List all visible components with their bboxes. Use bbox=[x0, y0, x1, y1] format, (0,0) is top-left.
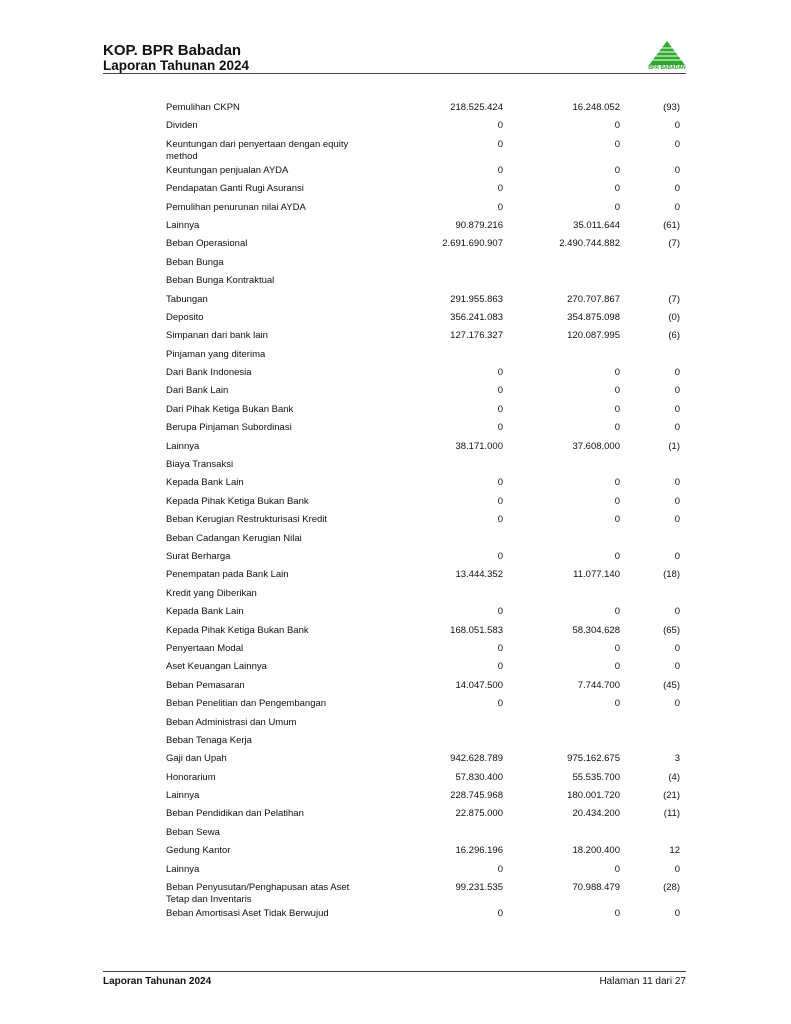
footer-report-title: Laporan Tahunan 2024 bbox=[103, 976, 212, 987]
value-2023: 0 bbox=[614, 120, 620, 132]
value-2023: 37.608.000 bbox=[572, 440, 620, 452]
value-2023: 11.077.140 bbox=[573, 569, 620, 581]
row-label: Kepada Pihak Ketiga Bukan Bank bbox=[166, 495, 309, 507]
table-row bbox=[166, 220, 686, 238]
value-change-pct: 0 bbox=[674, 120, 680, 132]
table-row bbox=[166, 120, 686, 138]
value-2023: 58.304.628 bbox=[572, 624, 620, 636]
value-2024: 14.047.500 bbox=[455, 679, 503, 691]
value-2024: 0 bbox=[497, 164, 503, 176]
footer-divider bbox=[103, 971, 686, 972]
table-row bbox=[166, 827, 686, 845]
value-change-pct: 0 bbox=[674, 495, 680, 507]
row-label: Gaji dan Upah bbox=[166, 753, 227, 765]
value-change-pct: (61) bbox=[663, 219, 680, 231]
table-row bbox=[166, 202, 686, 220]
value-2024: 0 bbox=[497, 403, 503, 415]
row-label: Berupa Pinjaman Subordinasi bbox=[166, 422, 292, 434]
value-2023: 0 bbox=[614, 164, 620, 176]
value-2023: 0 bbox=[614, 606, 620, 618]
value-change-pct: (4) bbox=[668, 771, 680, 783]
value-change-pct: (1) bbox=[668, 440, 680, 452]
row-label: Beban Penyusutan/Penghapusan atas Aset Tetap dan Inventaris bbox=[166, 882, 350, 906]
value-2024: 356.241.083 bbox=[450, 311, 503, 323]
value-2023: 0 bbox=[614, 698, 620, 710]
row-label: Pemulihan CKPN bbox=[166, 102, 240, 113]
row-label: Gedung Kantor bbox=[166, 845, 231, 857]
value-2023: 7.744.700 bbox=[577, 679, 620, 691]
row-label: Lainnya bbox=[166, 790, 200, 802]
report-title: Laporan Tahunan 2024 bbox=[103, 58, 250, 73]
row-label: Beban Operasional bbox=[166, 238, 248, 250]
value-change-pct: 0 bbox=[674, 422, 680, 434]
table-row bbox=[166, 422, 686, 440]
value-change-pct: (65) bbox=[663, 624, 680, 636]
value-2023: 120.087.995 bbox=[567, 330, 620, 342]
row-label: Lainnya bbox=[166, 219, 200, 231]
row-label: Beban Penelitian dan Pengembangan bbox=[166, 698, 327, 710]
row-label: Beban Kerugian Restrukturisasi Kredit bbox=[166, 514, 328, 526]
table-row bbox=[166, 514, 686, 532]
logo-text: BPR BABADAN bbox=[648, 65, 686, 71]
value-change-pct: (18) bbox=[663, 569, 680, 581]
value-2023: 354.875.098 bbox=[567, 311, 620, 323]
table-row bbox=[166, 238, 686, 256]
page-number: Halaman 11 dari 27 bbox=[599, 976, 686, 987]
table-row bbox=[166, 643, 686, 661]
table-row bbox=[166, 496, 686, 514]
value-2023: 0 bbox=[614, 661, 620, 673]
row-label: Keuntungan penjualan AYDA bbox=[166, 164, 289, 176]
value-2023: 0 bbox=[614, 385, 620, 397]
row-label: Lainnya bbox=[166, 440, 200, 452]
table-row bbox=[166, 385, 686, 403]
value-change-pct: 0 bbox=[674, 698, 680, 710]
value-change-pct: 0 bbox=[674, 514, 680, 526]
value-change-pct: (7) bbox=[668, 238, 680, 250]
row-label: Kepada Pihak Ketiga Bukan Bank bbox=[166, 624, 309, 636]
value-2024: 0 bbox=[497, 138, 503, 150]
row-label: Beban Pemasaran bbox=[166, 679, 245, 691]
value-change-pct: 0 bbox=[674, 183, 680, 195]
table-row bbox=[166, 257, 686, 275]
value-2023: 0 bbox=[614, 908, 620, 920]
row-label: Honorarium bbox=[166, 771, 216, 783]
value-2024: 0 bbox=[497, 183, 503, 195]
row-label: Penempatan pada Bank Lain bbox=[166, 569, 289, 581]
value-change-pct: 0 bbox=[674, 642, 680, 654]
table-row bbox=[166, 790, 686, 808]
table-row bbox=[166, 349, 686, 367]
table-row bbox=[166, 606, 686, 624]
row-label: Beban Bunga Kontraktual bbox=[166, 275, 275, 287]
value-2023: 35.011.644 bbox=[573, 219, 620, 231]
row-label: Tabungan bbox=[166, 293, 208, 305]
table-row bbox=[166, 533, 686, 551]
row-label: Beban Cadangan Kerugian Nilai bbox=[166, 532, 302, 544]
value-change-pct: (0) bbox=[668, 311, 680, 323]
value-2024: 0 bbox=[497, 863, 503, 875]
value-2024: 0 bbox=[497, 642, 503, 654]
table-row bbox=[166, 367, 686, 385]
value-2024: 218.525.424 bbox=[450, 102, 503, 113]
value-2024: 0 bbox=[497, 120, 503, 132]
value-change-pct: 0 bbox=[674, 863, 680, 875]
table-row bbox=[166, 864, 686, 882]
table-row bbox=[166, 882, 686, 908]
value-2023: 20.434.200 bbox=[572, 808, 620, 820]
value-2023: 180.001.720 bbox=[567, 790, 620, 802]
value-2023: 0 bbox=[614, 367, 620, 379]
value-2023: 0 bbox=[614, 642, 620, 654]
row-label: Pemulihan penurunan nilai AYDA bbox=[166, 201, 306, 213]
table-row bbox=[166, 661, 686, 679]
table-row bbox=[166, 588, 686, 606]
row-label: Pinjaman yang diterima bbox=[166, 348, 266, 360]
value-2023: 0 bbox=[614, 514, 620, 526]
value-2023: 70.988.479 bbox=[572, 882, 620, 894]
value-change-pct: (93) bbox=[663, 102, 680, 113]
value-2024: 228.745.968 bbox=[450, 790, 503, 802]
table-row bbox=[166, 477, 686, 495]
table-row bbox=[166, 551, 686, 569]
value-change-pct: (7) bbox=[668, 293, 680, 305]
value-change-pct: 0 bbox=[674, 164, 680, 176]
value-change-pct: (21) bbox=[663, 790, 680, 802]
row-label: Deposito bbox=[166, 311, 204, 323]
value-change-pct: 0 bbox=[674, 385, 680, 397]
value-2024: 291.955.863 bbox=[450, 293, 503, 305]
row-label: Surat Berharga bbox=[166, 550, 231, 562]
financial-table bbox=[166, 102, 686, 926]
table-row bbox=[166, 680, 686, 698]
value-2023: 18.200.400 bbox=[572, 845, 620, 857]
row-label: Beban Amortisasi Aset Tidak Berwujud bbox=[166, 908, 329, 920]
row-label: Keuntungan dari penyertaan dengan equity method bbox=[166, 138, 349, 162]
value-2024: 0 bbox=[497, 422, 503, 434]
table-row bbox=[166, 294, 686, 312]
value-2024: 22.875.000 bbox=[455, 808, 503, 820]
value-change-pct: 0 bbox=[674, 367, 680, 379]
value-change-pct: 0 bbox=[674, 403, 680, 415]
table-row bbox=[166, 772, 686, 790]
table-row bbox=[166, 275, 686, 293]
value-change-pct: (6) bbox=[668, 330, 680, 342]
row-label: Kepada Bank Lain bbox=[166, 477, 244, 489]
table-row bbox=[166, 569, 686, 587]
value-change-pct: 3 bbox=[674, 753, 680, 765]
row-label: Biaya Transaksi bbox=[166, 459, 234, 471]
table-row bbox=[166, 625, 686, 643]
value-2024: 0 bbox=[497, 661, 503, 673]
table-row bbox=[166, 908, 686, 926]
value-2024: 90.879.216 bbox=[455, 219, 503, 231]
value-2023: 0 bbox=[614, 201, 620, 213]
value-change-pct: 0 bbox=[674, 550, 680, 562]
row-label: Dari Pihak Ketiga Bukan Bank bbox=[166, 403, 294, 415]
table-row bbox=[166, 165, 686, 183]
table-row bbox=[166, 139, 686, 165]
value-2023: 0 bbox=[614, 422, 620, 434]
table-row bbox=[166, 102, 686, 120]
table-row bbox=[166, 845, 686, 863]
row-label: Kepada Bank Lain bbox=[166, 606, 244, 618]
value-change-pct: 12 bbox=[669, 845, 680, 857]
value-2023: 16.248.052 bbox=[572, 102, 620, 113]
value-2024: 0 bbox=[497, 201, 503, 213]
value-change-pct: 0 bbox=[674, 201, 680, 213]
row-label: Dividen bbox=[166, 120, 198, 132]
table-row bbox=[166, 183, 686, 201]
row-label: Beban Bunga bbox=[166, 256, 224, 268]
value-2023: 0 bbox=[614, 138, 620, 150]
row-label: Kredit yang Diberikan bbox=[166, 587, 257, 599]
value-2024: 127.176.327 bbox=[450, 330, 503, 342]
value-2023: 0 bbox=[614, 550, 620, 562]
value-2024: 0 bbox=[497, 385, 503, 397]
value-2024: 942.628.789 bbox=[450, 753, 503, 765]
value-change-pct: (45) bbox=[663, 679, 680, 691]
row-label: Beban Administrasi dan Umum bbox=[166, 716, 297, 728]
table-row bbox=[166, 330, 686, 348]
row-label: Dari Bank Lain bbox=[166, 385, 229, 397]
value-change-pct: (28) bbox=[663, 882, 680, 894]
value-2023: 0 bbox=[614, 863, 620, 875]
value-2024: 16.296.196 bbox=[455, 845, 503, 857]
value-change-pct: 0 bbox=[674, 477, 680, 489]
bpr-logo bbox=[648, 40, 686, 72]
value-2023: 975.162.675 bbox=[567, 753, 620, 765]
value-2024: 99.231.535 bbox=[455, 882, 503, 894]
row-label: Beban Pendidikan dan Pelatihan bbox=[166, 808, 304, 820]
value-change-pct: 0 bbox=[674, 606, 680, 618]
value-2024: 0 bbox=[497, 908, 503, 920]
value-2024: 2.691.690.907 bbox=[442, 238, 503, 250]
value-2024: 13.444.352 bbox=[455, 569, 503, 581]
row-label: Aset Keuangan Lainnya bbox=[166, 661, 267, 673]
value-2024: 57.830.400 bbox=[455, 771, 503, 783]
value-2023: 0 bbox=[614, 183, 620, 195]
value-change-pct: 0 bbox=[674, 138, 680, 150]
row-label: Penyertaan Modal bbox=[166, 642, 244, 654]
value-change-pct: (11) bbox=[663, 808, 680, 820]
table-row bbox=[166, 404, 686, 422]
row-label: Pendapatan Ganti Rugi Asuransi bbox=[166, 183, 304, 195]
value-2024: 0 bbox=[497, 514, 503, 526]
value-2024: 0 bbox=[497, 698, 503, 710]
header-divider bbox=[103, 73, 686, 74]
value-change-pct: 0 bbox=[674, 661, 680, 673]
value-2024: 0 bbox=[497, 495, 503, 507]
value-2024: 38.171.000 bbox=[455, 440, 503, 452]
table-row bbox=[166, 753, 686, 771]
row-label: Beban Tenaga Kerja bbox=[166, 734, 252, 746]
value-2024: 0 bbox=[497, 367, 503, 379]
row-label: Dari Bank Indonesia bbox=[166, 367, 252, 379]
value-2024: 0 bbox=[497, 606, 503, 618]
value-2024: 0 bbox=[497, 550, 503, 562]
value-2023: 270.707.867 bbox=[567, 293, 620, 305]
table-row bbox=[166, 441, 686, 459]
table-row bbox=[166, 808, 686, 826]
row-label: Simpanan dari bank lain bbox=[166, 330, 268, 342]
value-2023: 0 bbox=[614, 477, 620, 489]
logo-triangle-icon bbox=[648, 40, 686, 66]
value-2023: 0 bbox=[614, 403, 620, 415]
value-2023: 0 bbox=[614, 495, 620, 507]
value-2024: 168.051.583 bbox=[450, 624, 503, 636]
row-label: Lainnya bbox=[166, 863, 200, 875]
value-2023: 2.490.744.882 bbox=[559, 238, 620, 250]
table-row bbox=[166, 459, 686, 477]
page-header bbox=[103, 40, 686, 76]
value-2024: 0 bbox=[497, 477, 503, 489]
value-change-pct: 0 bbox=[674, 908, 680, 920]
table-row bbox=[166, 735, 686, 753]
table-row bbox=[166, 312, 686, 330]
value-2023: 55.535.700 bbox=[572, 771, 620, 783]
row-label: Beban Sewa bbox=[166, 826, 220, 838]
table-row bbox=[166, 698, 686, 716]
table-row bbox=[166, 717, 686, 735]
company-name: KOP. BPR Babadan bbox=[103, 42, 242, 59]
